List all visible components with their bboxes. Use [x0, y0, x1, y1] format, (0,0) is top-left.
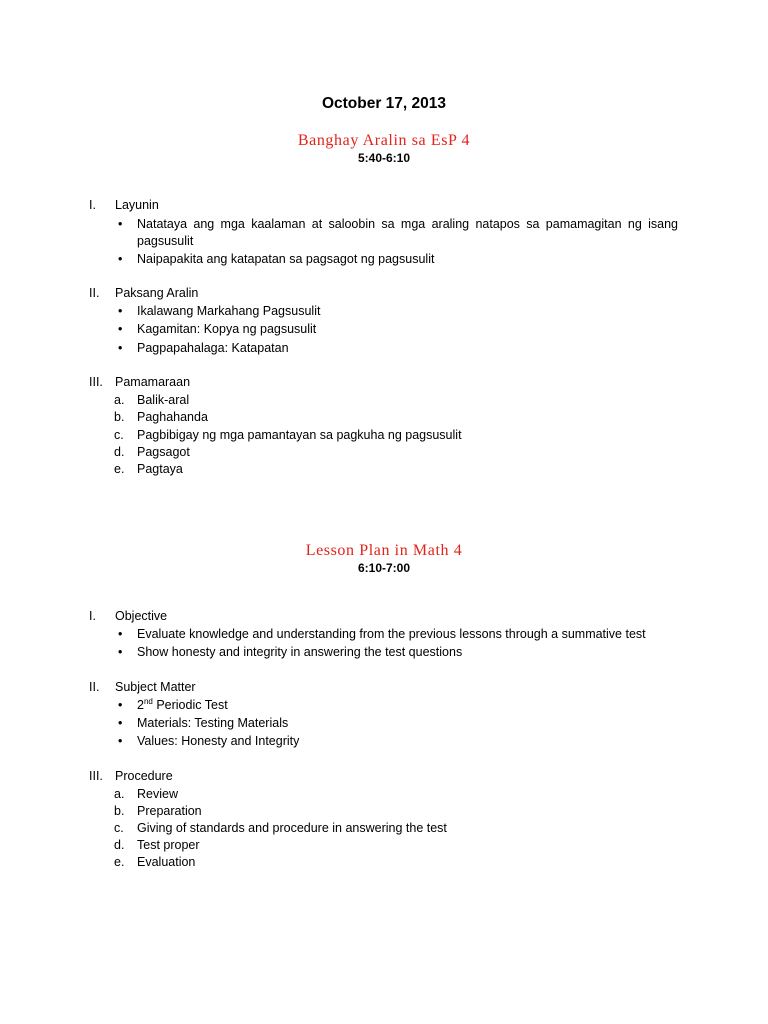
lesson-time: 6:10-7:00 [357, 561, 411, 575]
list-item-text: Pagsagot [137, 445, 190, 459]
list-item-text: Test proper [137, 838, 200, 852]
list-item-text: Pagbibigay ng mga pamantayan sa pagkuha ng pagsusulit [137, 428, 462, 442]
list-letter: d. [114, 445, 125, 459]
list-item-text: Pagtaya [137, 462, 183, 476]
section-heading: Objective [115, 609, 168, 623]
list-item-text: Values: Honesty and Integrity [137, 734, 300, 748]
list-bullet: • [118, 322, 123, 336]
list-item-text: Naipapakita ang katapatan sa pagsagot ng pagsusulit [137, 252, 435, 266]
list-item-text [137, 697, 228, 714]
list-item-text: Ikalawang Markahang Pagsusulit [137, 304, 321, 318]
list-bullet: • [118, 645, 123, 659]
list-bullet: • [118, 217, 123, 231]
ordinal-suffix: nd [143, 697, 153, 706]
list-letter: c. [114, 821, 124, 835]
list-bullet: • [118, 627, 123, 641]
document-date: October 17, 2013 [321, 95, 447, 112]
section-heading: Paksang Aralin [115, 286, 199, 300]
section-numeral: III. [89, 769, 103, 783]
list-letter: e. [114, 462, 125, 476]
section-numeral: I. [89, 609, 96, 623]
list-item-text: Kagamitan: Kopya ng pagsusulit [137, 322, 317, 336]
lesson-title: Banghay Aralin sa EsP 4 [297, 132, 471, 149]
section-heading: Subject Matter [115, 680, 196, 694]
lesson-title: Lesson Plan in Math 4 [305, 542, 463, 559]
list-item-text: Evaluate knowledge and understanding from the previous lessons through a summative test [137, 627, 646, 641]
list-letter: a. [114, 393, 125, 407]
list-bullet: • [118, 734, 123, 748]
list-letter: e. [114, 855, 125, 869]
list-bullet: • [118, 252, 123, 266]
list-item-text: Balik-aral [137, 393, 190, 407]
list-bullet: • [118, 698, 123, 712]
list-letter: d. [114, 838, 125, 852]
list-letter: c. [114, 428, 124, 442]
list-item-text: Evaluation [137, 855, 196, 869]
section-numeral: II. [89, 286, 100, 300]
list-letter: b. [114, 410, 125, 424]
list-item-text-rest: Periodic Test [152, 698, 228, 712]
list-bullet: • [118, 341, 123, 355]
list-item-text: Preparation [137, 804, 202, 818]
list-item-text: Review [137, 787, 178, 801]
list-letter: a. [114, 787, 125, 801]
section-heading: Procedure [115, 769, 173, 783]
list-item-text: Paghahanda [137, 410, 208, 424]
list-bullet: • [118, 716, 123, 730]
section-numeral: III. [89, 375, 103, 389]
lesson-time: 5:40-6:10 [357, 151, 411, 165]
ordinal-number: 2 [137, 698, 144, 712]
list-item-text: Materials: Testing Materials [137, 716, 289, 730]
section-heading: Layunin [115, 198, 159, 212]
list-letter: b. [114, 804, 125, 818]
list-bullet: • [118, 304, 123, 318]
section-heading: Pamamaraan [115, 375, 191, 389]
section-numeral: I. [89, 198, 96, 212]
list-item-text: Pagpapahalaga: Katapatan [137, 341, 289, 355]
section-numeral: II. [89, 680, 100, 694]
list-item-text: Show honesty and integrity in answering the test questions [137, 645, 463, 659]
list-item-text: Natataya ang mga kaalaman at saloobin sa mga araling natapos sa pamamagitan ng isang pagsusulit [137, 217, 678, 248]
list-item-text: Giving of standards and procedure in answering the test [137, 821, 447, 835]
